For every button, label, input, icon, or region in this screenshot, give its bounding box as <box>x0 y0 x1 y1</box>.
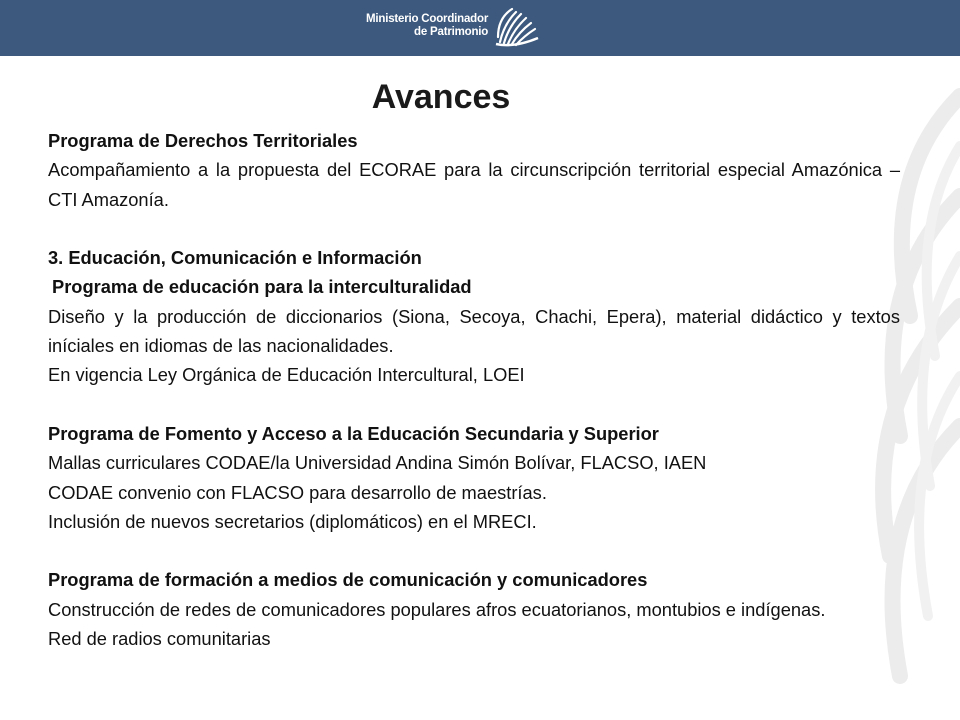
section-heading-interculturalidad: Programa de educación para la interculturalidad <box>52 276 472 298</box>
paragraph-redes: Construcción de redes de comunicadores populares afros ecuatorianos, montubios e indígenas. <box>48 598 826 620</box>
slide-title: Avances <box>371 78 511 116</box>
header-band <box>0 0 960 56</box>
ministry-logo <box>366 4 540 48</box>
logo-line-1: Ministerio Coordinador <box>366 13 489 25</box>
section-number-heading: 3. Educación, Comunicación e Información <box>48 247 422 269</box>
section-heading-fomento: Programa de Fomento y Acceso a la Educación Secundaria y Superior <box>48 422 659 444</box>
paragraph-radios: Red de radios comunitarias <box>48 628 271 650</box>
spacer <box>48 214 900 243</box>
spacer <box>48 536 900 565</box>
paragraph-diccionarios: Diseño y la producción de diccionarios (Siona, Secoya, Chachi, Epera), material didáctico y textos iníciales en idiomas de las nacionalidades. <box>48 305 900 357</box>
slide-body <box>48 126 900 653</box>
paragraph-convenio: CODAE convenio con FLACSO para desarrollo de maestrías. <box>48 481 547 503</box>
section-heading-derechos: Programa de Derechos Territoriales <box>48 130 358 151</box>
spacer <box>48 390 900 419</box>
paragraph-loei: En vigencia Ley Orgánica de Educación Intercultural, LOEI <box>48 364 525 386</box>
paragraph-mallas: Mallas curriculares CODAE/la Universidad Andina Simón Bolívar, FLACSO, IAEN <box>48 452 707 474</box>
paragraph-derechos: Acompañamiento a la propuesta del ECORAE para la circunscripción territorial especial Amazónica – CTI Amazonía. <box>48 159 900 210</box>
paragraph-secretarios: Inclusión de nuevos secretarios (diplomáticos) en el MRECI. <box>48 510 537 532</box>
shell-fan-logo-icon <box>494 4 540 48</box>
logo-text <box>366 13 488 39</box>
logo-line-2: de Patrimonio <box>414 26 489 38</box>
section-heading-medios: Programa de formación a medios de comunicación y comunicadores <box>48 569 648 591</box>
